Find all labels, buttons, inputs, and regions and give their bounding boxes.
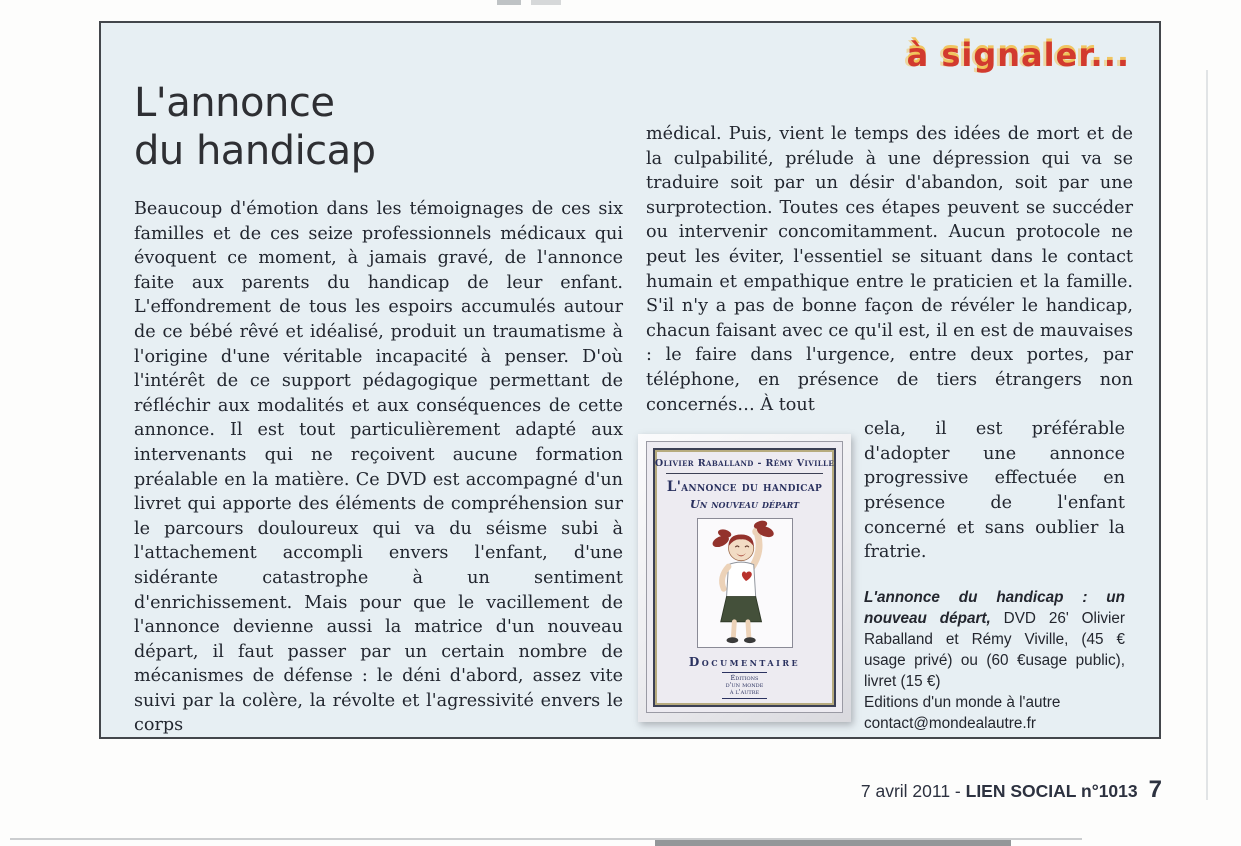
dvd-caption-email: contact@mondealautre.fr <box>864 714 1036 732</box>
article-title <box>134 79 376 175</box>
article-right-column-wrap: cela, il est préférable d'adopter une annonce progressive effectuée en présence de l'enfant concerné et sans oublier la fratrie. <box>864 419 1125 563</box>
article-title-line2: du handicap <box>134 128 376 174</box>
article-right-column <box>646 122 1133 734</box>
dvd-caption-title: L'annonce du handicap : un nouveau départ, <box>864 588 1125 627</box>
dvd-caption-publisher: Editions d'un monde à l'autre <box>864 693 1061 711</box>
dvd-rule <box>666 473 823 474</box>
scan-artifact <box>655 840 1011 846</box>
article-panel <box>99 21 1161 739</box>
wrap-text-column <box>864 417 1125 734</box>
publisher-logo-line: à l'autre <box>729 688 760 697</box>
page-footer <box>861 776 1162 804</box>
scan-artifact <box>497 0 521 5</box>
dvd-title: L'annonce du handicap <box>666 479 823 496</box>
girl-illustration <box>697 518 793 648</box>
dvd-subtitle: Un nouveau départ <box>689 497 800 512</box>
publisher-logo-line: d'un monde <box>725 681 764 690</box>
dvd-cover <box>646 441 843 713</box>
publisher-logo <box>722 672 768 699</box>
dvd-genre: Documentaire <box>688 655 801 670</box>
section-label: à signaler... <box>906 36 1130 74</box>
dvd-caption <box>864 587 1125 734</box>
footer-date: 7 avril 2011 - <box>860 781 966 801</box>
dvd-authors: Olivier Raballand - Rémy Viville <box>654 458 835 470</box>
dvd-cover-photo <box>638 434 851 722</box>
publisher-logo-line: Éditions <box>730 674 759 683</box>
article-title-line1: L'annonce <box>134 80 335 126</box>
footer-page-number: 7 <box>1148 776 1162 803</box>
scan-artifact <box>1206 70 1208 800</box>
scan-artifact <box>531 0 561 5</box>
dvd-caption-details: DVD 26' Olivier Raballand et Rémy Viville, (45 € usage privé) ou (60 €usage public), livret (15 €) <box>864 609 1125 690</box>
article-left-column: Beaucoup d'émotion dans les témoignages de ces six familles et de ces seize professionnels médicaux qui évoquent ce moment, à jamais gravé, de l'annonce faite aux parents du handicap de leur enfant. L'effondrement de tous les espoirs accumulés autour de ce bébé rêvé et idéalisé, produit un traumatisme à l'origine d'une véritable incapacité à penser. D'où l'intérêt de ce support pédagogique permettant de réfléchir aux modalités et aux conséquences de cette annonce. Il est tout particulièrement adapté aux intervenants qui ne reçoivent aucune formation préalable en la matière. Ce DVD est accompagné d'un livret qui apporte des éléments de compréhension sur le parcours douloureux qui va du séisme subi à l'attachement accompli envers l'enfant, d'une sidérante catastrophe à un sentiment d'enrichissement. Mais pour que le vacillement de l'annonce devienne aussi la matrice d'un nouveau départ, il faut passer par un certain nombre de mécanismes de défense : le déni d'abord, assez vite suivi par la colère, la révolte et l'agressivité envers le corps <box>134 199 623 736</box>
dvd-cover-frame <box>653 448 836 707</box>
article-right-column-top: médical. Puis, vient le temps des idées de mort et de la culpabilité, prélude à une dépression qui va se traduire soit par un désir d'abandon, soit par une surprotection. Toutes ces étapes peuvent se succéder ou intervenir concomitamment. Aucun protocole ne peut les éviter, l'essentiel se situant dans le contact humain et empathique entre le praticien et la famille. S'il n'y a pas de bonne façon de révéler le handicap, chacun faisant avec ce qu'il est, il en est de mauvaises : le faire dans l'urgence, entre deux portes, par téléphone, en présence de tiers étrangers non concernés… À tout <box>646 124 1133 415</box>
footer-magazine-title: LIEN SOCIAL n°1013 <box>965 781 1138 801</box>
dvd-section <box>646 417 1133 734</box>
dvd-caption-main <box>864 587 1125 692</box>
